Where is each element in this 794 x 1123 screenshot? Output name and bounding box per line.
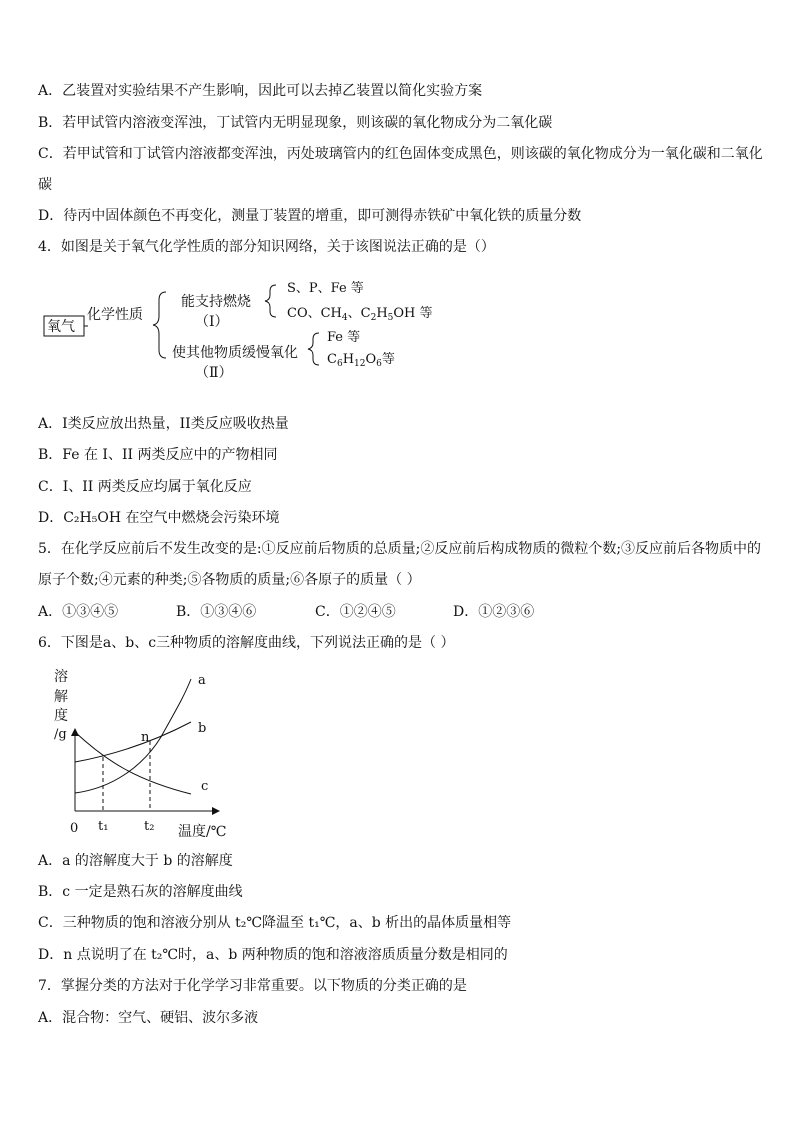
- diagram-branch: 化学性质: [87, 307, 143, 323]
- x-axis-arrow: [212, 807, 220, 815]
- type1-item1: S、P、Fe 等: [287, 281, 364, 296]
- q5-option-d: D．①②③⑥: [453, 604, 535, 620]
- y-axis-label-3: 度: [54, 708, 68, 724]
- type2-label: （Ⅱ）: [195, 365, 233, 381]
- curve-a: [75, 679, 191, 793]
- q6-option-d: D．n 点说明了在 t₂℃时，a、b 两种物质的饱和溶液溶质质量分数是相同的: [38, 947, 508, 963]
- q4-option-c: C．I、II 两类反应均属于氧化反应: [38, 479, 252, 495]
- x-axis-label: 温度/℃: [178, 824, 227, 840]
- curve-b: [75, 722, 191, 762]
- q5-option-c: C．①②④⑤: [315, 604, 396, 620]
- q6-stem: 6．下图是a、b、c三种物质的溶解度曲线，下列说法正确的是（ ）: [38, 635, 455, 651]
- solubility-chart: [38, 664, 238, 844]
- q5-option-a: A．①③④⑤: [38, 604, 119, 620]
- q3-option-a: A．乙装置对实验结果不产生影响，因此可以去掉乙装置以简化实验方案: [38, 83, 483, 99]
- type1-item2: CO、$CH_4$、$C_2H_5OH$ 等: [287, 306, 433, 323]
- q4-option-a: A．I类反应放出热量，II类反应吸收热量: [38, 416, 289, 432]
- type2-item1: Fe 等: [327, 330, 361, 345]
- q7-option-a: A．混合物：空气、硬铝、波尔多液: [38, 1010, 259, 1026]
- q6-option-b: B．c 一定是熟石灰的溶解度曲线: [38, 884, 243, 900]
- type2-brace: [308, 333, 319, 365]
- q3-option-b: B．若甲试管内溶液变浑浊，丁试管内无明显现象，则该碳的氧化物成分为二氧化碳: [38, 115, 553, 131]
- curve-c-label: c: [201, 779, 209, 794]
- type2-item2: $C_6H_{12}O_6$等: [327, 352, 395, 369]
- type1-label: （Ⅰ）: [195, 314, 229, 330]
- q3-option-d: D．待丙中固体颜色不再变化，测量丁装置的增重，即可测得赤铁矿中氧化铁的质量分数: [38, 208, 582, 224]
- y-axis-label-4: /g: [54, 727, 67, 742]
- q4-option-b: B．Fe 在 I、II 两类反应中的产物相同: [38, 447, 278, 463]
- curve-a-label: a: [198, 673, 206, 688]
- curve-c: [75, 732, 191, 794]
- q4-stem: 4．如图是关于氧气化学性质的部分知识网络，关于该图说法正确的是（）: [38, 239, 495, 255]
- q3-option-c-line2: 碳: [38, 177, 52, 193]
- main-brace: [153, 292, 166, 358]
- type2-text: 使其他物质缓慢氧化: [172, 345, 298, 361]
- t2-label: t₂: [144, 819, 155, 834]
- type1-text: 能支持燃烧: [181, 294, 251, 310]
- q5-option-b: B．①③④⑥: [176, 604, 257, 620]
- q7-stem: 7．掌握分类的方法对于化学学习非常重要。以下物质的分类正确的是: [38, 978, 467, 994]
- q6-option-c: C．三种物质的饱和溶液分别从 t₂℃降温至 t₁℃，a、b 析出的晶体质量相等: [38, 915, 512, 931]
- oxygen-knowledge-diagram: [38, 272, 458, 387]
- y-axis-label-2: 解: [54, 689, 68, 705]
- origin-label: 0: [70, 821, 79, 836]
- point-n-label: n: [141, 730, 150, 745]
- type1-brace: [265, 285, 276, 317]
- q3-option-c-line1: C．若甲试管和丁试管内溶液都变浑浊，丙处玻璃管内的红色固体变成黑色，则该碳的氧化物成分为一氧化碳和二氧化: [38, 146, 763, 162]
- q5-stem-line2: 原子个数;④元素的种类;⑤各物质的质量;⑥各原子的质量（ ）: [38, 572, 421, 588]
- q4-option-d: D．C₂H₅OH 在空气中燃烧会污染环境: [38, 510, 280, 526]
- q6-option-a: A．a 的溶解度大于 b 的溶解度: [38, 853, 233, 869]
- t1-label: t₁: [98, 819, 109, 834]
- curve-b-label: b: [198, 721, 207, 736]
- diagram-root: 氧气: [47, 319, 75, 335]
- q5-stem-line1: 5．在化学反应前后不发生改变的是:①反应前后物质的总质量;②反应前后构成物质的微粒个数;③反应前后各物质中的: [38, 541, 762, 557]
- y-axis-label-1: 溶: [54, 669, 68, 685]
